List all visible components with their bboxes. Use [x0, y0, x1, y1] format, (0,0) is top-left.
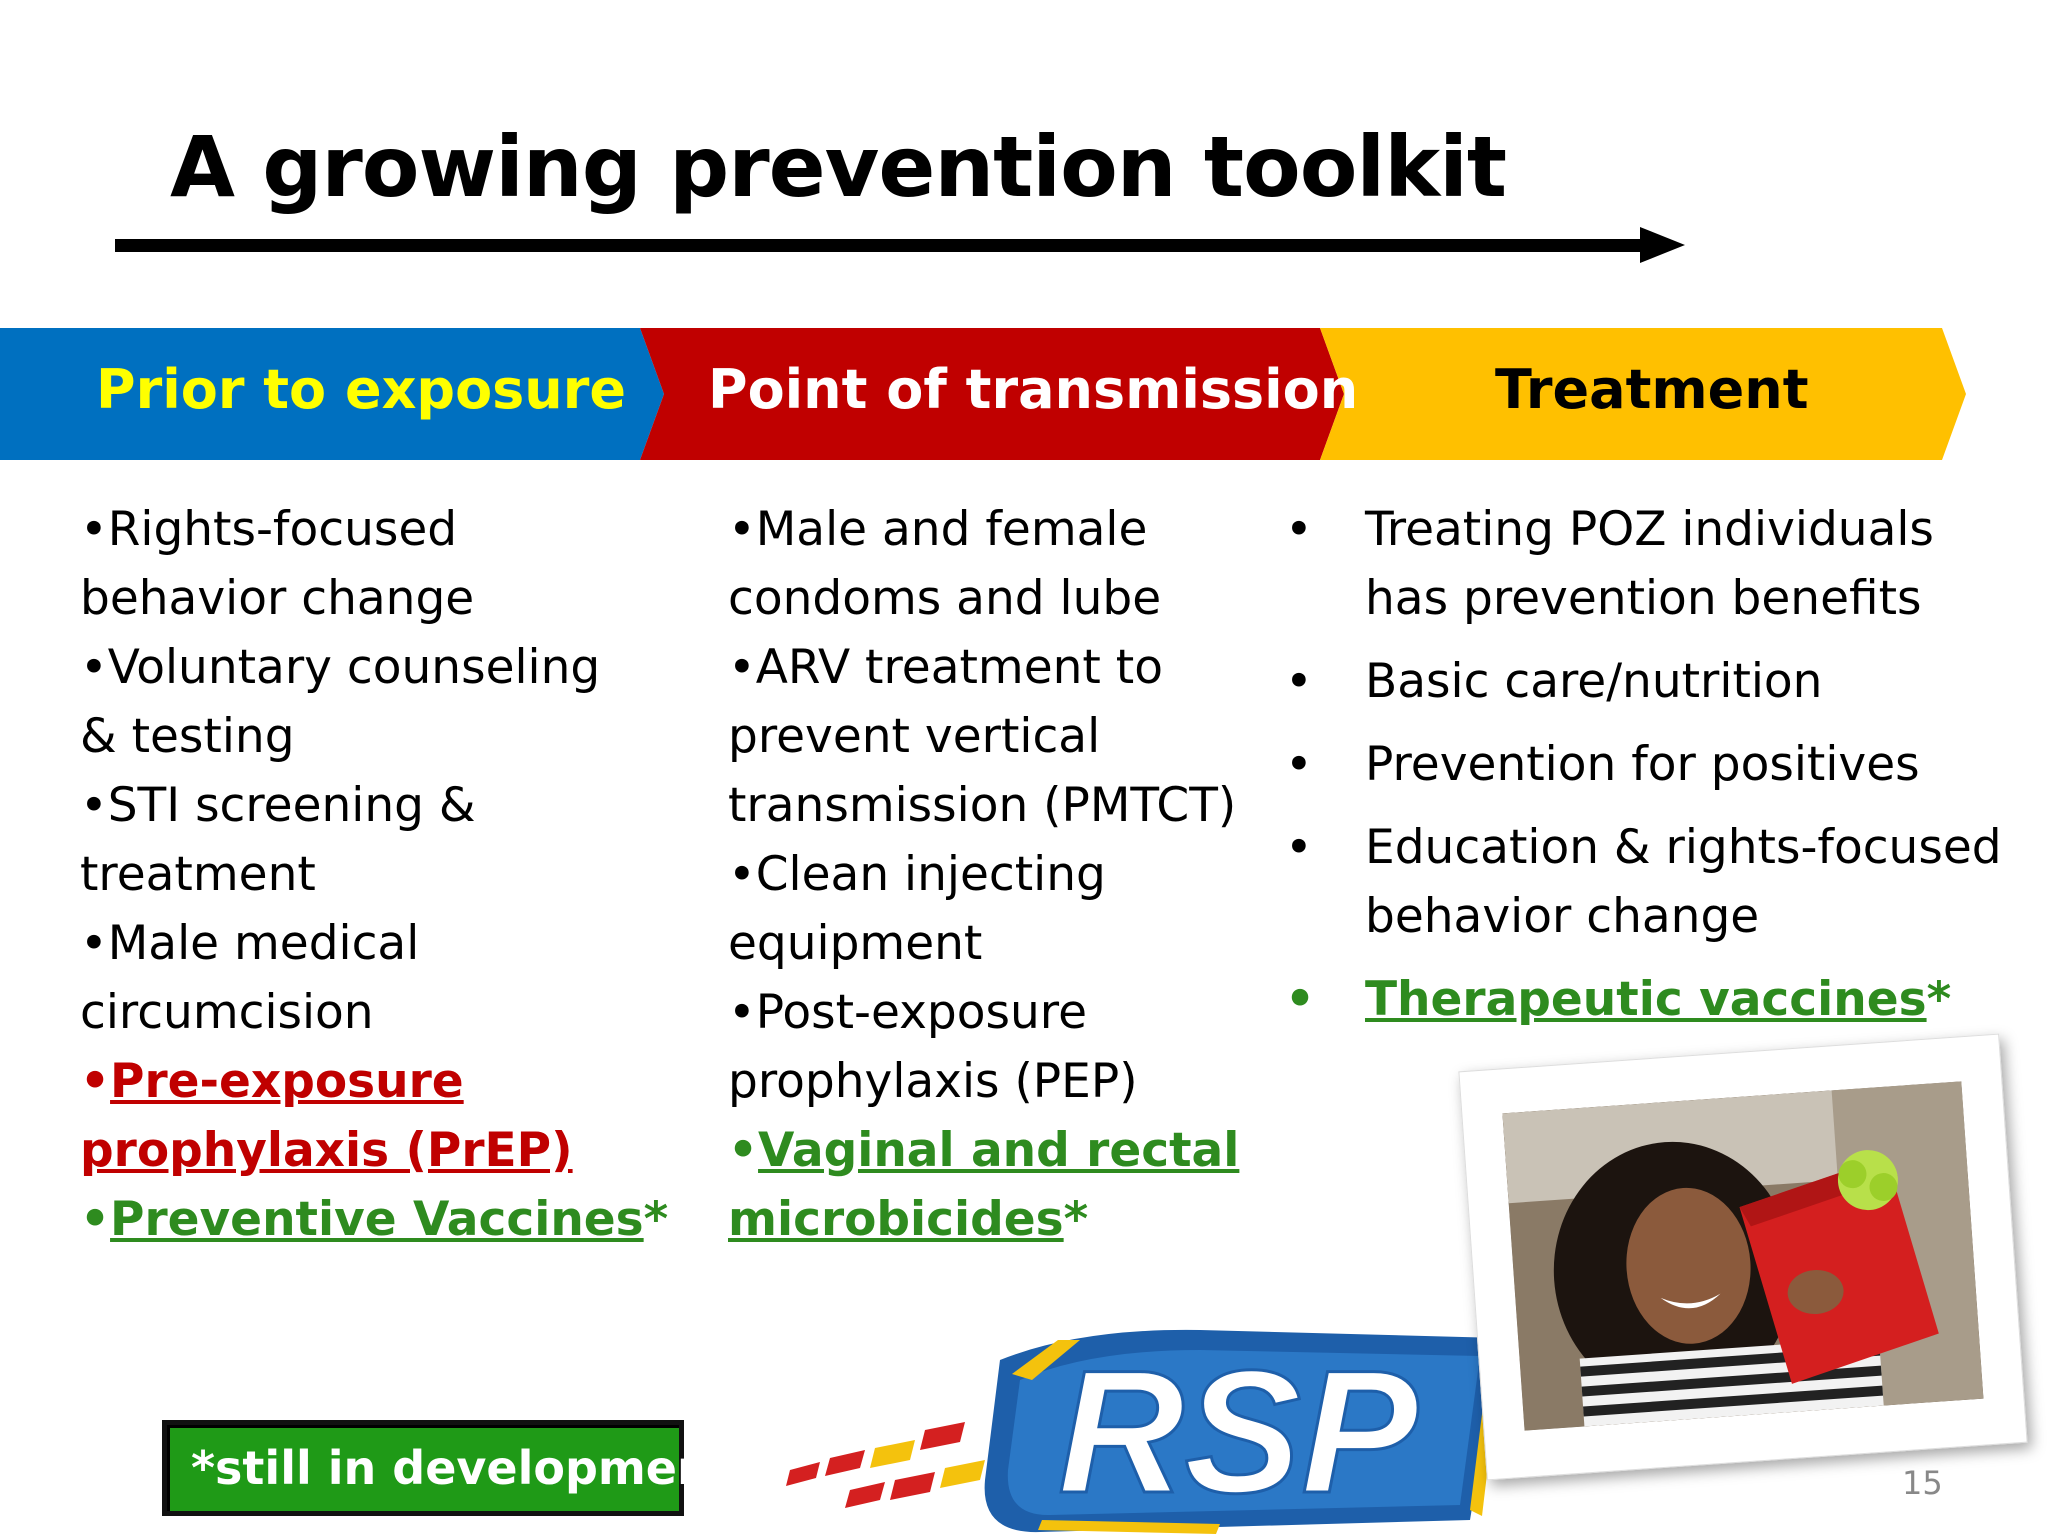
list-item: •Post-exposure [728, 985, 1087, 1040]
woman-with-gift-photo [1502, 1081, 1983, 1430]
list-item-text: Prevention for positives [1365, 737, 1920, 792]
list-item: transmission (PMTCT) [728, 778, 1237, 833]
bullet: • [1285, 654, 1313, 709]
asterisk: * [643, 1192, 669, 1247]
therapeutic-vaccines-link[interactable]: Therapeutic vaccines [1365, 972, 1927, 1027]
list-item-text: Education & rights-focused [1365, 820, 2002, 875]
list-item [1285, 647, 2045, 716]
list-item-therapeutic-vaccines [1285, 965, 2045, 1034]
preventive-vaccines-link[interactable]: Preventive Vaccines [110, 1192, 644, 1247]
asterisk: * [1926, 972, 1952, 1027]
list-item: •STI screening & [80, 778, 476, 833]
photo-frame [1458, 1034, 2027, 1481]
list-item-microbicides-cont [728, 1185, 1288, 1254]
list-item-text: Basic care/nutrition [1365, 654, 1823, 709]
bullet: • [1285, 972, 1316, 1027]
list-item-microbicides [728, 1116, 1288, 1185]
list-item: •Clean injecting [728, 847, 1106, 902]
list-item-text: has prevention benefits [1365, 571, 1922, 626]
column-treatment [1285, 495, 2045, 1048]
chevron-treatment-label: Treatment [1495, 358, 1809, 421]
column-point-of-transmission [728, 495, 1288, 1254]
list-item: condoms and lube [728, 571, 1162, 626]
list-item: •Male and female [728, 502, 1148, 557]
bullet: • [1285, 820, 1313, 875]
list-item: prophylaxis (PEP) [728, 1054, 1138, 1109]
rsp-logo-text: RSP [1058, 1335, 1418, 1530]
bullet: • [1285, 502, 1313, 557]
list-item: prevent vertical [728, 709, 1101, 764]
rsp-logo [780, 1320, 1520, 1540]
column-prior-to-exposure [80, 495, 680, 1254]
list-item: •Rights-focused [80, 502, 458, 557]
bullet: • [1285, 737, 1313, 792]
list-item: circumcision [80, 985, 374, 1040]
prep-link-text[interactable]: Pre-exposure [110, 1054, 464, 1109]
list-item: treatment [80, 847, 316, 902]
asterisk: * [1063, 1192, 1089, 1247]
list-item-text: Treating POZ individuals [1365, 502, 1934, 557]
list-item-vaccines [80, 1185, 680, 1254]
still-in-development-badge: *still in development [162, 1420, 684, 1516]
title-arrow [115, 225, 1695, 265]
bullet: • [80, 1192, 111, 1247]
slide-title: A growing prevention toolkit [170, 118, 1507, 216]
list-item-prep-cont [80, 1116, 680, 1185]
list-item: equipment [728, 916, 983, 971]
list-item: •ARV treatment to [728, 640, 1163, 695]
list-item: behavior change [80, 571, 475, 626]
chevron-prior-label: Prior to exposure [96, 358, 627, 421]
list-item [1285, 813, 2045, 951]
list-item-prep [80, 1047, 680, 1116]
bullet: • [728, 1123, 759, 1178]
list-item: & testing [80, 709, 295, 764]
microbicides-link[interactable]: Vaginal and rectal [758, 1123, 1240, 1178]
list-item: •Male medical [80, 916, 420, 971]
bullet: • [80, 1054, 111, 1109]
page-number: 15 [1902, 1464, 1943, 1502]
list-item: •Voluntary counseling [80, 640, 601, 695]
list-item-text: behavior change [1365, 889, 1760, 944]
prep-link-text[interactable]: prophylaxis (PrEP) [80, 1123, 573, 1178]
chevron-point-label: Point of transmission [708, 358, 1359, 421]
list-item [1285, 495, 2045, 633]
microbicides-link[interactable]: microbicides [728, 1192, 1064, 1247]
list-item [1285, 730, 2045, 799]
